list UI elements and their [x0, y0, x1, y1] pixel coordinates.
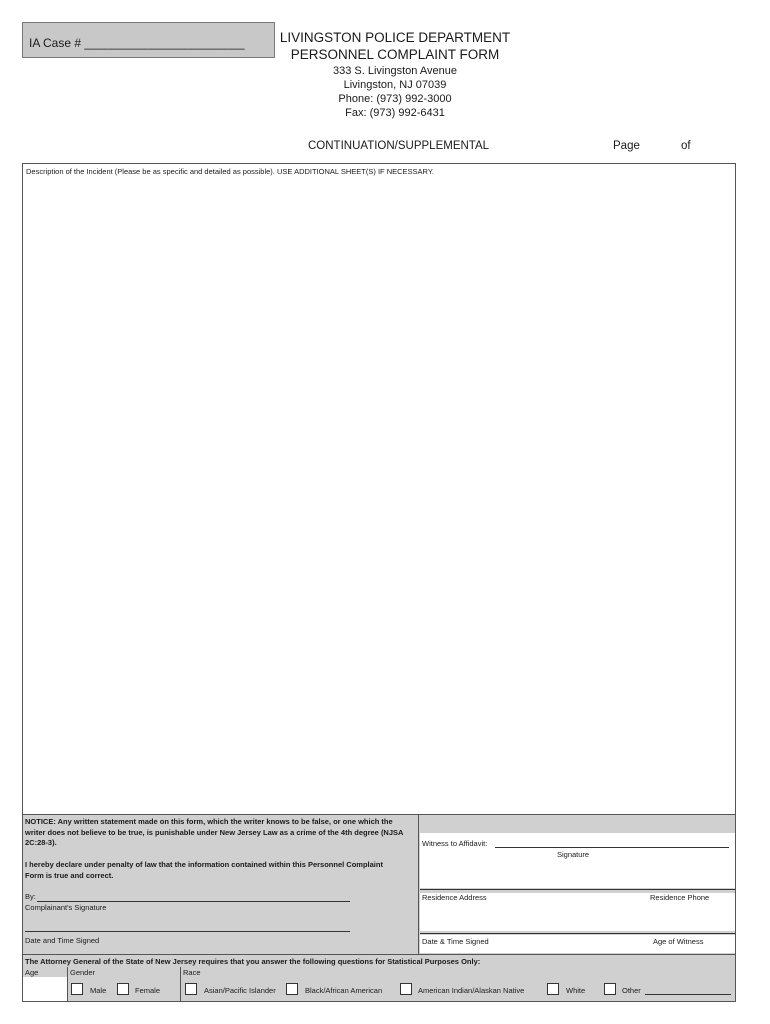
notice-text: NOTICE: Any written statement made on this form, which the writer knows to be false, or one which the writer does not believe to be true, is punishable under New Jersey Law as a crime of the 4th degree (NJSA 2C:28-3). — [25, 817, 404, 847]
address-line: 333 S. Livingston Avenue — [333, 65, 457, 77]
residence-divider — [420, 933, 735, 934]
form-title: PERSONNEL COMPLAINT FORM — [290, 47, 500, 62]
department-name: LIVINGSTON POLICE DEPARTMENT — [279, 30, 511, 45]
complainant-signature-label: Complainant's Signature — [25, 903, 107, 912]
fax-line: Fax: (973) 992-6431 — [345, 107, 445, 119]
by-label: By: — [25, 892, 36, 901]
white-checkbox[interactable] — [547, 983, 559, 995]
witness-signature-line[interactable] — [495, 847, 729, 848]
description-label: Description of the Incident (Please be as specific and detailed as possible). USE ADDITIONAL SHEET(S) IF NECESSARY. — [26, 167, 434, 176]
gender-divider — [180, 967, 181, 1001]
page-label: Page — [613, 140, 640, 152]
ia-case-box — [22, 22, 275, 58]
witness-section — [419, 814, 735, 954]
witness-divider — [420, 889, 735, 890]
native-checkbox[interactable] — [400, 983, 412, 995]
asian-checkbox[interactable] — [185, 983, 197, 995]
date-time-signed-label: Date and Time Signed — [25, 936, 100, 945]
black-checkbox[interactable] — [286, 983, 298, 995]
female-label: Female — [135, 986, 161, 995]
description-field[interactable] — [23, 180, 735, 812]
statistics-section — [23, 954, 735, 1001]
age-divider — [67, 967, 68, 1001]
witness-affidavit-label: Witness to Affidavit: — [422, 839, 488, 848]
native-label: American Indian/Alaskan Native — [418, 986, 525, 995]
of-label: of — [681, 140, 691, 152]
date-signed-line[interactable] — [25, 931, 350, 932]
continuation-title: CONTINUATION/SUPPLEMENTAL — [308, 140, 490, 152]
statistics-intro: The Attorney General of the State of New Jersey requires that you answer the following questions for Statistical Purposes Only: — [25, 957, 481, 966]
female-checkbox[interactable] — [117, 983, 129, 995]
witness-date-time-label: Date & Time Signed — [422, 937, 489, 946]
witness-signature-label: Signature — [557, 850, 590, 859]
male-checkbox[interactable] — [71, 983, 83, 995]
by-signature-line[interactable] — [37, 901, 350, 902]
black-label: Black/African American — [305, 986, 383, 995]
gender-label: Gender — [70, 968, 96, 977]
notice-section — [23, 814, 419, 954]
age-label: Age — [25, 968, 39, 977]
phone-line: Phone: (973) 992-3000 — [338, 93, 452, 105]
witness-age-label: Age of Witness — [653, 937, 704, 946]
form-main-box — [22, 163, 736, 1002]
white-label: White — [566, 986, 586, 995]
residence-address-label: Residence Address — [422, 893, 487, 902]
age-field[interactable] — [23, 977, 67, 1001]
male-label: Male — [90, 986, 107, 995]
declaration-text: I hereby declare under penalty of law that the information contained within this Personnel Complaint Form is true and correct. — [25, 860, 383, 880]
other-line[interactable] — [645, 994, 731, 995]
other-checkbox[interactable] — [604, 983, 616, 995]
race-label: Race — [183, 968, 201, 977]
ia-case-label: IA Case # ________________________ — [29, 36, 245, 50]
residence-phone-label: Residence Phone — [650, 893, 710, 902]
city-line: Livingston, NJ 07039 — [343, 79, 447, 91]
asian-label: Asian/Pacific Islander — [204, 986, 276, 995]
other-label: Other — [622, 986, 641, 995]
